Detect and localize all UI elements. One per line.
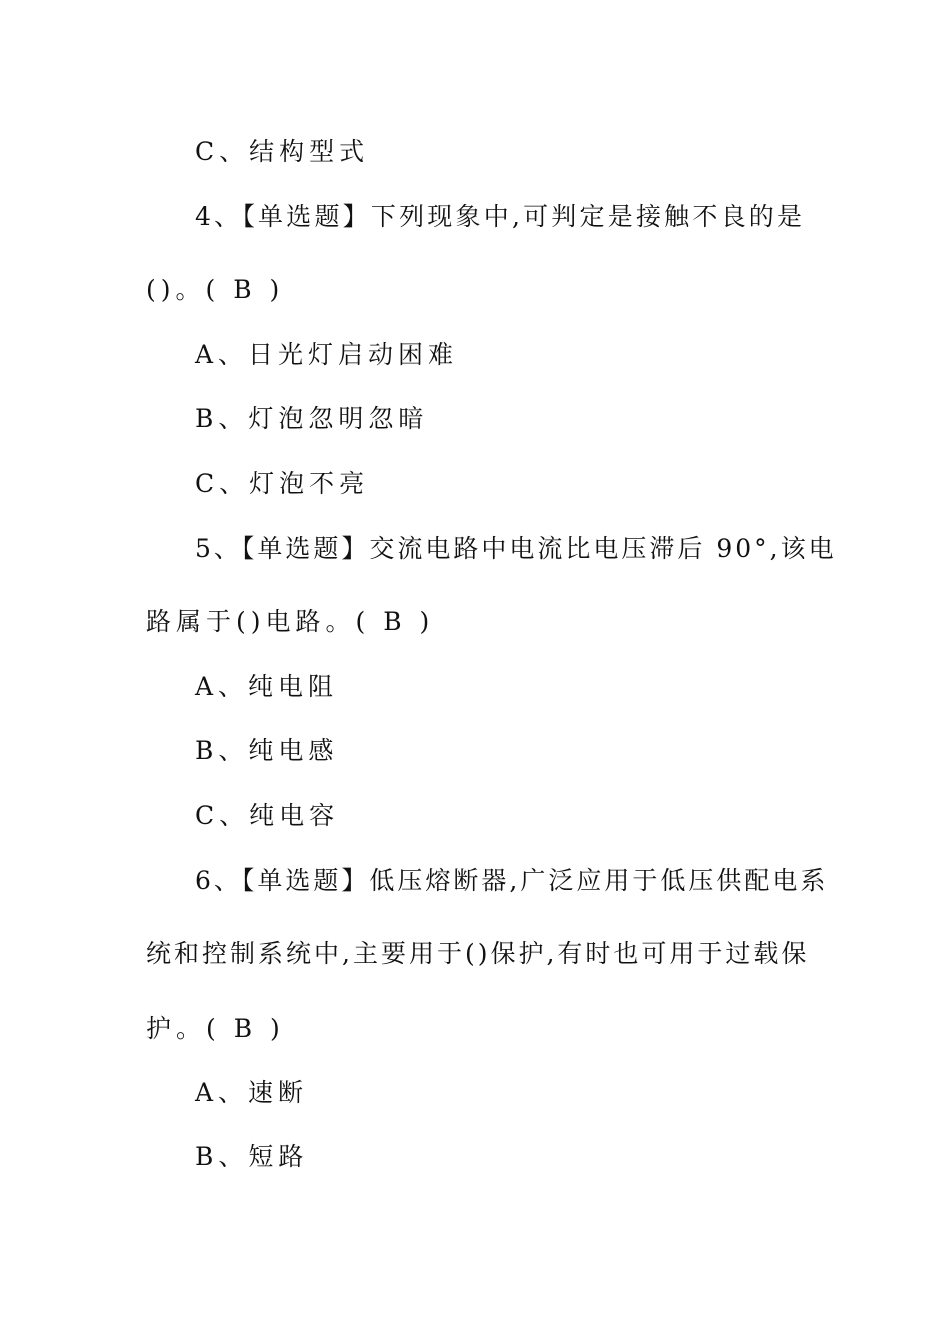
question-5-option-b: B、纯电感 xyxy=(195,736,339,765)
question-4-line-2: ()。( B ) xyxy=(146,275,285,304)
question-4-option-b: B、灯泡忽明忽暗 xyxy=(195,404,429,433)
question-6-option-b: B、短路 xyxy=(195,1142,309,1171)
question-6-line-2: 统和控制系统中,主要用于()保护,有时也可用于过载保 xyxy=(146,939,810,968)
option-c-prev: C、结构型式 xyxy=(195,137,370,166)
question-4-option-c: C、灯泡不亮 xyxy=(195,469,370,498)
question-5-option-c: C、纯电容 xyxy=(195,801,340,830)
question-5-line-2: 路属于()电路。( B ) xyxy=(146,607,435,636)
question-5-option-a: A、纯电阻 xyxy=(195,672,339,701)
question-6-line-1: 6、【单选题】低压熔断器,广泛应用于低压供配电系 xyxy=(195,866,829,895)
question-5-line-1: 5、【单选题】交流电路中电流比电压滞后 90°,该电 xyxy=(195,534,837,563)
question-4-line-1: 4、【单选题】下列现象中,可判定是接触不良的是 xyxy=(195,202,805,231)
question-6-line-3: 护。( B ) xyxy=(146,1014,285,1043)
question-4-option-a: A、日光灯启动困难 xyxy=(195,340,459,369)
question-6-option-a: A、速断 xyxy=(195,1078,309,1107)
